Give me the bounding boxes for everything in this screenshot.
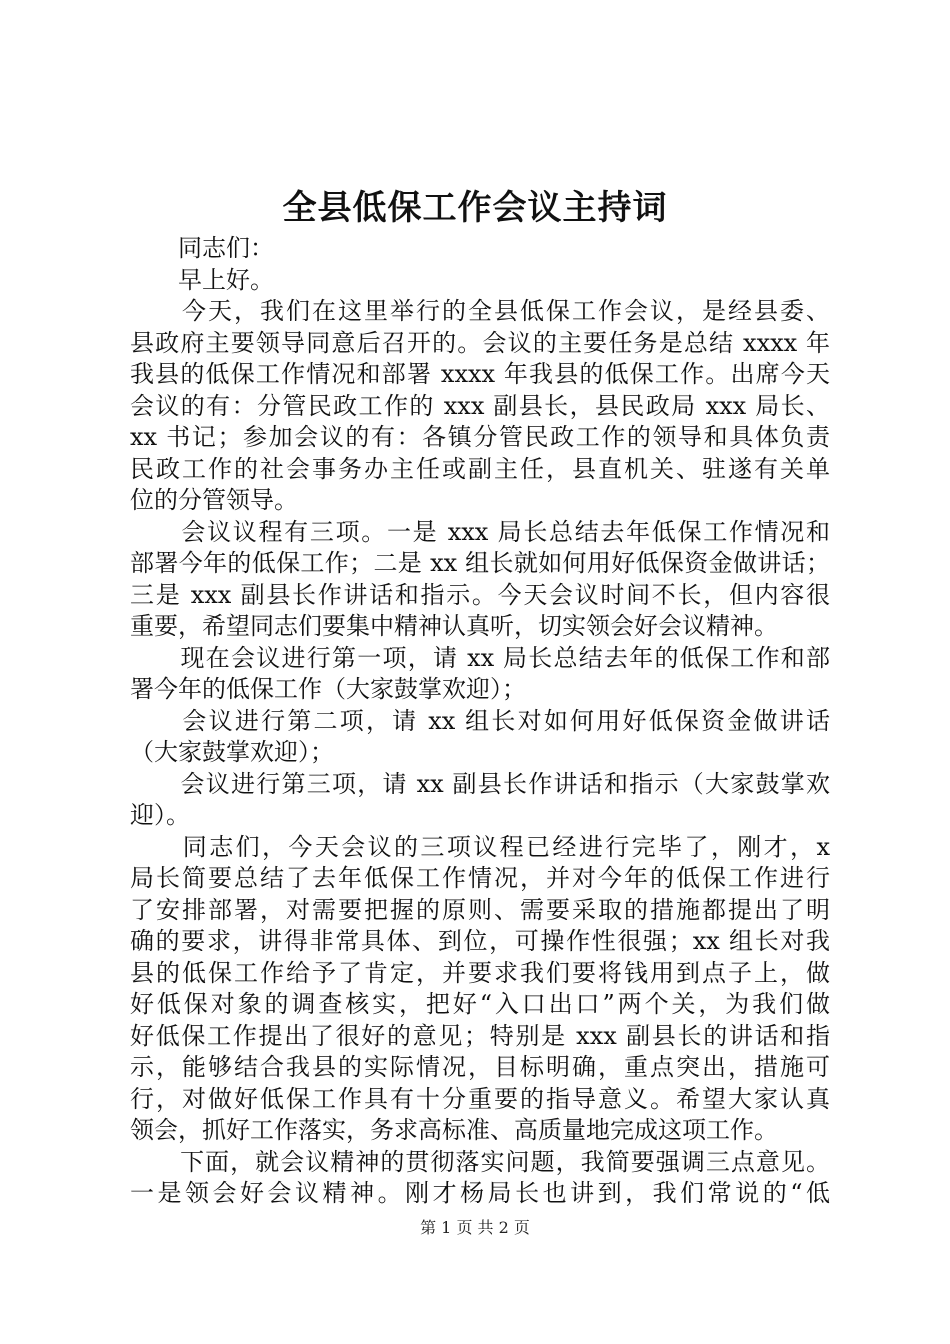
- body-line: 同志们，今天会议的三项议程已经进行完毕了，刚才，x: [130, 832, 830, 861]
- body-line: 早上好。: [130, 265, 274, 294]
- body-line: 位的分管领导。: [130, 486, 298, 514]
- page-footer: 第 1 页 共 2 页: [420, 1218, 530, 1237]
- document-title: 全县低保工作会议主持词: [282, 188, 668, 228]
- body-line: 会议进行第三项，请 xx 副县长作讲话和指示（大家鼓掌欢: [130, 769, 830, 798]
- document-body: [130, 233, 830, 1210]
- body-line: 行，对做好低保工作具有十分重要的指导意义。希望大家认真: [130, 1084, 830, 1113]
- body-line: 县的低保工作给予了肯定，并要求我们要将钱用到点子上，做: [130, 958, 830, 987]
- body-line: 同志们：: [130, 234, 274, 262]
- body-line: 示，能够结合我县的实际情况，目标明确，重点突出，措施可: [130, 1053, 830, 1081]
- body-line: 下面，就会议精神的贯彻落实问题，我简要强调三点意见。: [130, 1147, 830, 1176]
- body-line: 今天，我们在这里举行的全县低保工作会议，是经县委、: [130, 297, 830, 325]
- body-line: 三是 xxx 副县长作讲话和指示。今天会议时间不长，但内容很: [130, 580, 830, 609]
- body-line: （大家鼓掌欢迎）；: [130, 738, 334, 766]
- body-line: 领会，抓好工作落实，务求高标准、高质量地完成这项工作。: [130, 1116, 778, 1144]
- body-line: 好低保工作提出了很好的意见；特别是 xxx 副县长的讲话和指: [130, 1021, 830, 1050]
- body-line: 民政工作的社会事务办主任或副主任，县直机关、驻遂有关单: [130, 454, 830, 483]
- body-line: 部署今年的低保工作；二是 xx 组长就如何用好低保资金做讲话；: [130, 549, 830, 577]
- body-line: 会议的有：分管民政工作的 xxx 副县长，县民政局 xxx 局长、: [130, 391, 830, 420]
- body-line: 了安排部署，对需要把握的原则、需要采取的措施都提出了明: [130, 895, 830, 924]
- body-line: 重要，希望同志们要集中精神认真听，切实领会好会议精神。: [130, 612, 778, 640]
- body-line: 署今年的低保工作（大家鼓掌欢迎）；: [130, 675, 526, 703]
- body-line: 一是领会好会议精神。刚才杨局长也讲到，我们常说的“低: [130, 1179, 830, 1207]
- body-line: 会议进行第二项，请 xx 组长对如何用好低保资金做讲话: [130, 706, 830, 735]
- body-line: 好低保对象的调查核实，把好“入口出口”两个关，为我们做: [130, 990, 830, 1018]
- body-line: 确的要求，讲得非常具体、到位，可操作性很强；xx 组长对我: [130, 927, 830, 955]
- body-line: 我县的低保工作情况和部署 xxxx 年我县的低保工作。出席今天: [130, 360, 830, 388]
- body-line: 局长简要总结了去年低保工作情况，并对今年的低保工作进行: [130, 864, 830, 892]
- body-line: 现在会议进行第一项，请 xx 局长总结去年的低保工作和部: [130, 643, 830, 672]
- body-line: 县政府主要领导同意后召开的。会议的主要任务是总结 xxxx 年: [130, 328, 830, 357]
- body-line: 会议议程有三项。一是 xxx 局长总结去年低保工作情况和: [130, 517, 830, 546]
- body-line: 迎）。: [130, 801, 190, 829]
- body-line: xx 书记；参加会议的有：各镇分管民政工作的领导和具体负责: [130, 423, 830, 451]
